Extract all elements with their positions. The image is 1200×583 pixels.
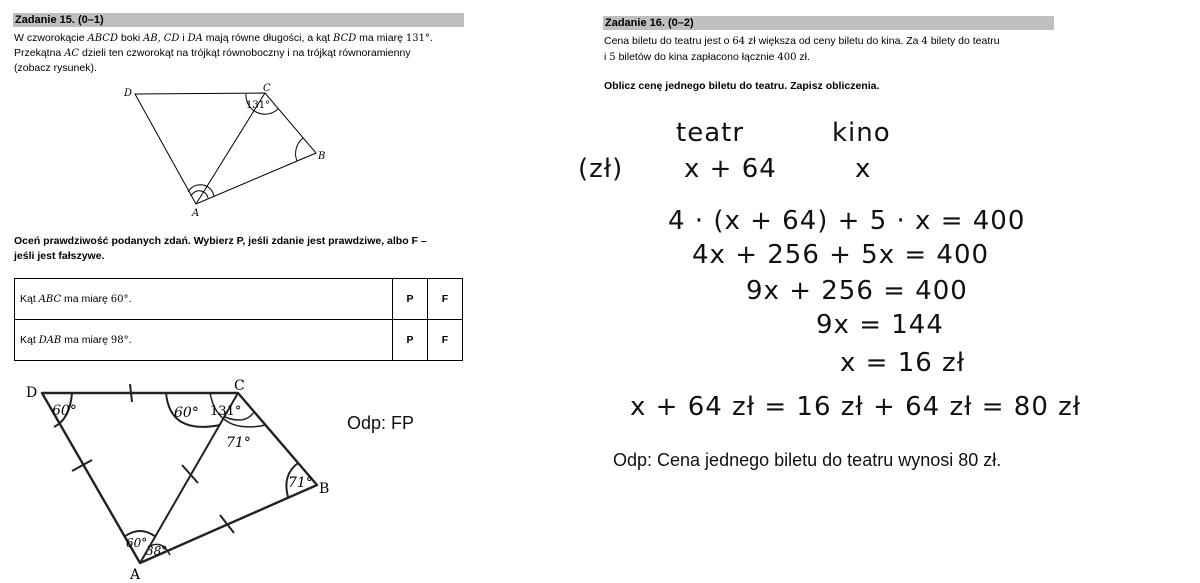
task15-instruction-line1: Oceń prawdziwość podanych zdań. Wybierz P, jeśli zdanie jest prawdziwe, albo F – xyxy=(14,235,427,247)
option-f-button[interactable]: F xyxy=(428,279,463,320)
angle-a-60: 60° xyxy=(126,536,148,550)
quadrilateral-abcd xyxy=(135,93,316,204)
table-row xyxy=(15,320,463,361)
tick-mark-dc xyxy=(130,384,132,402)
solution-label-b: B xyxy=(319,481,330,497)
solution-label-c: C xyxy=(234,378,245,394)
angle-arc-a-inner xyxy=(191,191,208,198)
angle-c-60: 60° xyxy=(174,405,199,421)
work-unit: (zł) xyxy=(578,154,624,184)
angle-label-131: 131° xyxy=(246,100,271,111)
work-col-teatr: teatr xyxy=(676,118,745,148)
task16-statement-line2: i 5 biletów do kina zapłacono łącznie 400 zł. xyxy=(604,51,810,63)
task15-answer: Odp: FP xyxy=(347,413,415,433)
work-eq4: 9x = 144 xyxy=(816,310,944,340)
angle-b-71: 71° xyxy=(288,475,313,491)
work-eq2: 4x + 256 + 5x = 400 xyxy=(692,240,990,270)
tick-mark-ab xyxy=(220,515,234,533)
task16-statement-line1: Cena biletu do teatru jest o 64 zł większa od ceny biletu do kina. Za 4 bilety do teatru xyxy=(604,35,1000,47)
task15-header: Zadanie 15. (0–1) xyxy=(13,13,464,27)
work-eq5: x = 16 zł xyxy=(840,348,966,378)
task15-statement-line2: Przekątna AC dzieli ten czworokąt na trójkąt równoboczny i na trójkąt równoramienny xyxy=(14,47,411,59)
task16-answer: Odp: Cena jednego biletu do teatru wynosi 80 zł. xyxy=(613,450,1002,470)
task15-statement-line1: W czworokącie ABCD boki AB, CD i DA mają równe długości, a kąt BCD ma miarę 131°. xyxy=(14,32,434,44)
table-row xyxy=(15,279,463,320)
statement-cell: Kąt ABC ma miarę 60°. xyxy=(15,279,393,320)
vertex-label-c: C xyxy=(263,83,271,94)
solution-figure xyxy=(20,375,340,581)
vertex-label-d: D xyxy=(124,88,133,99)
work-eq6: x + 64 zł = 16 zł + 64 zł = 80 zł xyxy=(630,392,1082,422)
task15-instruction-line2: jeśli jest fałszywe. xyxy=(14,250,105,262)
work-eq1: 4 · (x + 64) + 5 · x = 400 xyxy=(668,206,1026,236)
angle-arc-b xyxy=(296,138,303,161)
statement-cell: Kąt DAB ma miarę 98°. xyxy=(15,320,393,361)
vertex-label-a: A xyxy=(192,208,200,219)
option-f-button[interactable]: F xyxy=(428,320,463,361)
task16-instruction: Oblicz cenę jednego biletu do teatru. Zapisz obliczenia. xyxy=(604,80,880,92)
solution-label-d: D xyxy=(26,385,38,401)
solution-label-a: A xyxy=(130,567,141,581)
angle-a-38: 38° xyxy=(146,544,168,558)
option-p-button[interactable]: P xyxy=(393,279,428,320)
task16-header: Zadanie 16. (0–2) xyxy=(603,16,1054,30)
angle-c-131: 131° xyxy=(210,404,242,419)
vertex-label-b: B xyxy=(318,151,326,162)
work-expr-teatr: x + 64 xyxy=(684,154,777,184)
true-false-table xyxy=(14,278,463,361)
task15-figure xyxy=(120,80,340,220)
work-eq3: 9x + 256 = 400 xyxy=(746,276,968,306)
work-expr-kino: x xyxy=(855,154,872,184)
task15-statement-line3: (zobacz rysunek). xyxy=(14,62,97,74)
work-col-kino: kino xyxy=(832,118,891,148)
angle-d-60: 60° xyxy=(52,403,77,419)
option-p-button[interactable]: P xyxy=(393,320,428,361)
angle-c-71: 71° xyxy=(226,435,251,451)
